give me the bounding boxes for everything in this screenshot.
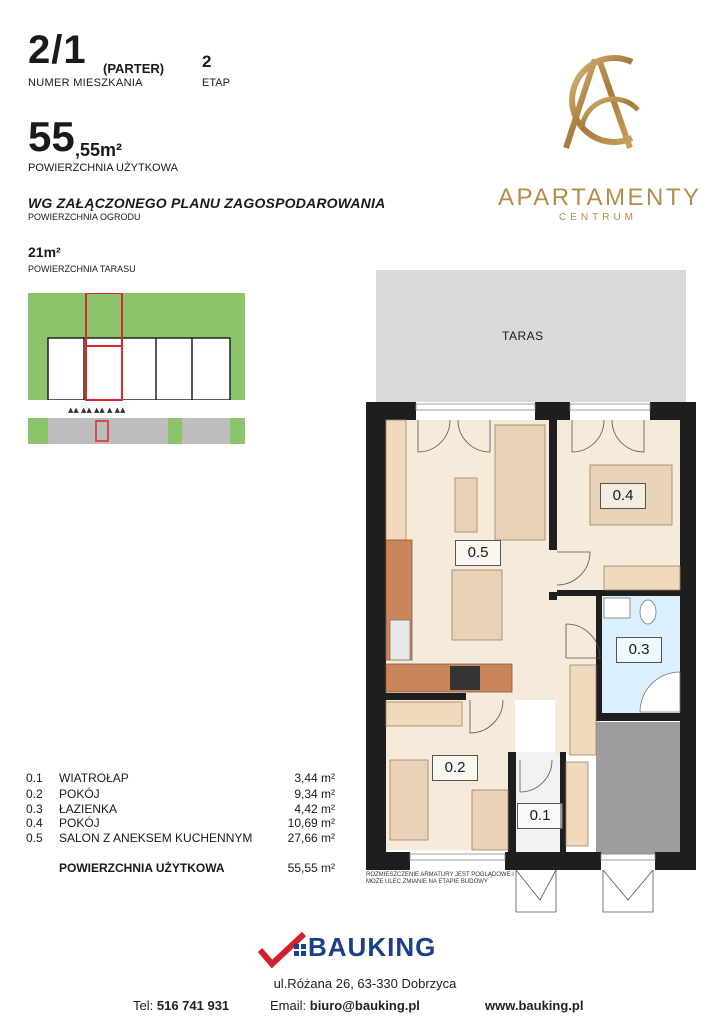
room-number: 0.2	[26, 787, 43, 801]
room-name: POKÓJ	[59, 787, 100, 801]
email-label: Email:	[270, 998, 307, 1013]
room-number: 0.5	[26, 831, 43, 845]
brand-name: APARTAMENTY	[498, 184, 702, 211]
room-tag-0-1: 0.1	[517, 803, 563, 829]
usable-area-decimal: ,55m²	[75, 140, 123, 160]
room-name: POKÓJ	[59, 816, 100, 830]
room-area: 9,34 m²	[294, 787, 335, 801]
bauking-check-logo-icon	[258, 930, 308, 970]
room-tag-0-4: 0.4	[600, 483, 646, 509]
email-link[interactable]: biuro@bauking.pl	[309, 998, 420, 1013]
company-address: ul.Różana 26, 63-330 Dobrzyca	[273, 976, 457, 991]
garden-area-label: POWIERZCHNIA OGRODU	[28, 212, 141, 222]
room-number: 0.4	[26, 816, 43, 830]
room-area: 10,69 m²	[287, 816, 335, 830]
fixtures-note: ROZMIESZCZENIE ARMATURY JEST POGLĄDOWE I MOŻE ULEC ZMIANIE NA ETAPIE BUDOWY	[366, 872, 514, 885]
room-area: 4,42 m²	[294, 802, 335, 816]
room-area: 27,66 m²	[287, 831, 335, 845]
stage-number: 2	[202, 52, 212, 71]
room-name: SALON Z ANEKSEM KUCHENNYM	[59, 831, 253, 845]
phone-label: Tel:	[133, 998, 154, 1013]
terrace-area-label: POWIERZCHNIA TARASU	[28, 264, 136, 274]
total-area-label: POWIERZCHNIA UŻYTKOWA	[59, 861, 225, 875]
website	[485, 998, 583, 1013]
brand-subtitle: CENTRUM	[559, 212, 637, 223]
garden-area-value: WG ZAŁĄCZONEGO PLANU ZAGOSPODAROWANIA	[28, 195, 386, 211]
apartment-number-label: NUMER MIESZKANIA	[28, 77, 143, 89]
email	[270, 998, 420, 1013]
usable-area-integer: 55	[28, 113, 75, 160]
phone-number[interactable]: 516 741 931	[156, 998, 230, 1013]
terrace-area-value: 21m²	[28, 244, 61, 260]
room-number: 0.1	[26, 771, 43, 785]
room-name: ŁAZIENKA	[59, 802, 118, 816]
company-name: BAUKING	[308, 932, 437, 962]
terrace-label: TARAS	[502, 329, 544, 343]
apartment-number: 2/1	[28, 28, 87, 72]
room-tag-0-2: 0.2	[432, 755, 478, 781]
room-name: WIATROŁAP	[59, 771, 129, 785]
room-tag-0-5: 0.5	[455, 540, 501, 566]
stage-label: ETAP	[202, 77, 230, 89]
svg-text:▲▲ ▲▲ ▲▲ ▲ ▲▲: ▲▲ ▲▲ ▲▲ ▲ ▲▲	[68, 406, 126, 414]
total-area-value: 55,55 m²	[287, 861, 335, 875]
apartment-floor: (PARTER)	[103, 61, 165, 76]
phone	[133, 998, 229, 1013]
room-area: 3,44 m²	[294, 771, 335, 785]
room-tag-0-3: 0.3	[616, 637, 662, 663]
website-link[interactable]: www.bauking.pl	[485, 998, 584, 1013]
usable-area-label: POWIERZCHNIA UŻYTKOWA	[28, 162, 178, 174]
room-number: 0.3	[26, 802, 43, 816]
